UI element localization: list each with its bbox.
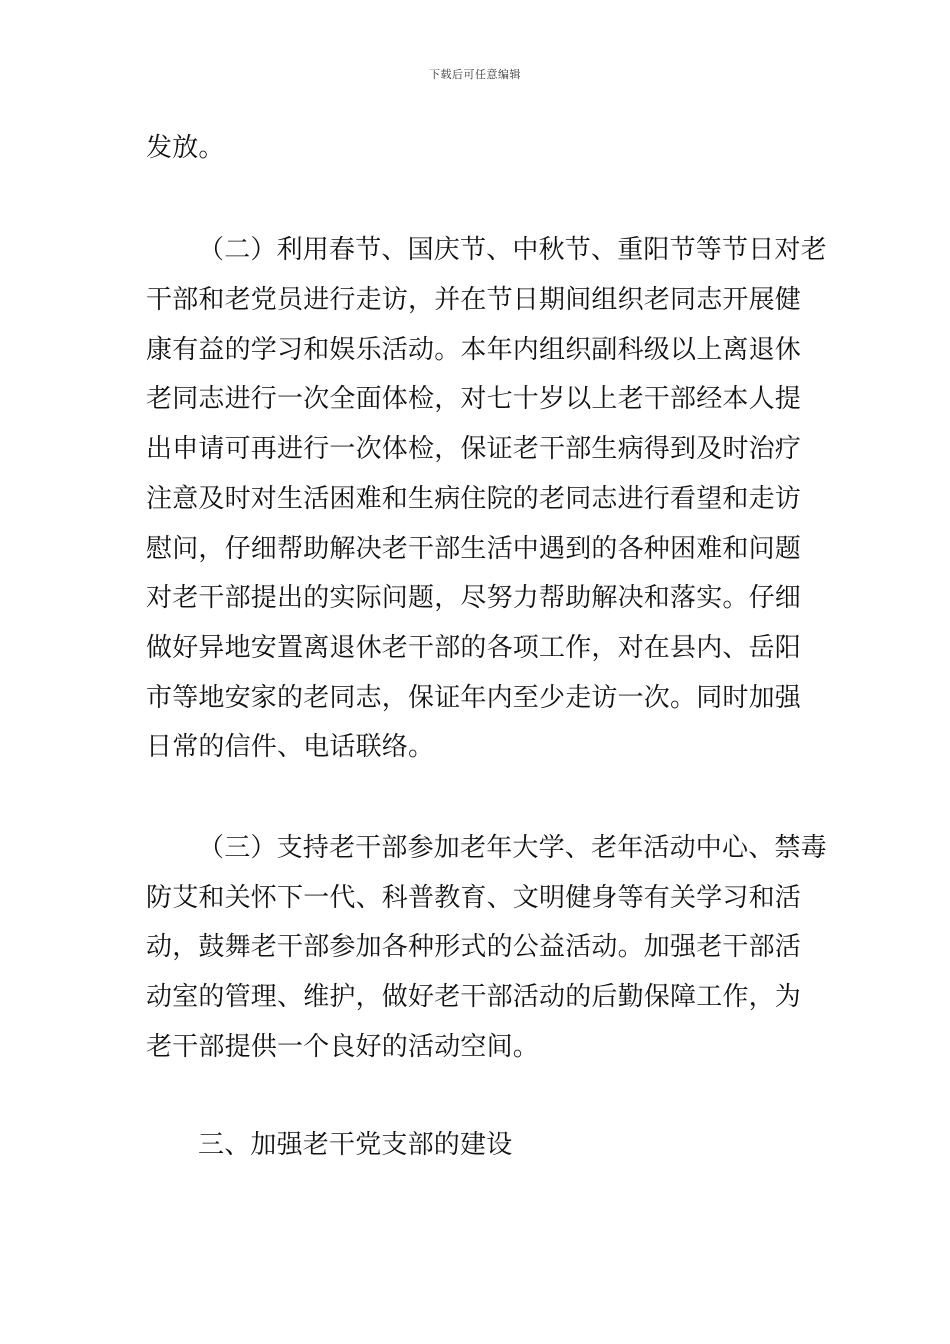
- text-line: （二）利用春节、国庆节、中秋节、重阳节等节日对老: [198, 235, 827, 265]
- text-line: 干部和老党员进行走访，并在节日期间组织老同志开展健: [146, 285, 802, 315]
- text-line: 老同志进行一次全面体检，对七十岁以上老干部经本人提: [146, 384, 802, 414]
- text-line: 做好异地安置离退休老干部的各项工作，对在县内、岳阳: [146, 633, 802, 663]
- header-note: 下载后可任意编辑: [429, 68, 521, 81]
- text-line: （三）支持老干部参加老年大学、老年活动中心、禁毒: [198, 833, 827, 863]
- text-line: 日常的信件、电话联络。: [146, 732, 435, 762]
- text-line: 注意及时对生活困难和生病住院的老同志进行看望和走访: [146, 484, 802, 514]
- text-line: 市等地安家的老同志，保证年内至少走访一次。同时加强: [146, 683, 802, 713]
- text-line: 慰问，仔细帮助解决老干部生活中遇到的各种困难和问题: [146, 534, 802, 564]
- text-line: 老干部提供一个良好的活动空间。: [146, 1032, 540, 1062]
- text-line: 防艾和关怀下一代、科普教育、文明健身等有关学习和活: [146, 883, 802, 913]
- text-line: 出申请可再进行一次体检，保证老干部生病得到及时治疗: [146, 434, 802, 464]
- text-line: 动，鼓舞老干部参加各种形式的公益活动。加强老干部活: [146, 932, 802, 962]
- text-line: 康有益的学习和娱乐活动。本年内组织副科级以上离退休: [146, 335, 802, 365]
- section-heading: 三、加强老干党支部的建设: [198, 1130, 513, 1160]
- text-line: 对老干部提出的实际问题，尽努力帮助解决和落实。仔细: [146, 583, 802, 613]
- text-line: 发放。: [146, 133, 225, 163]
- text-line: 动室的管理、维护，做好老干部活动的后勤保障工作，为: [146, 982, 802, 1012]
